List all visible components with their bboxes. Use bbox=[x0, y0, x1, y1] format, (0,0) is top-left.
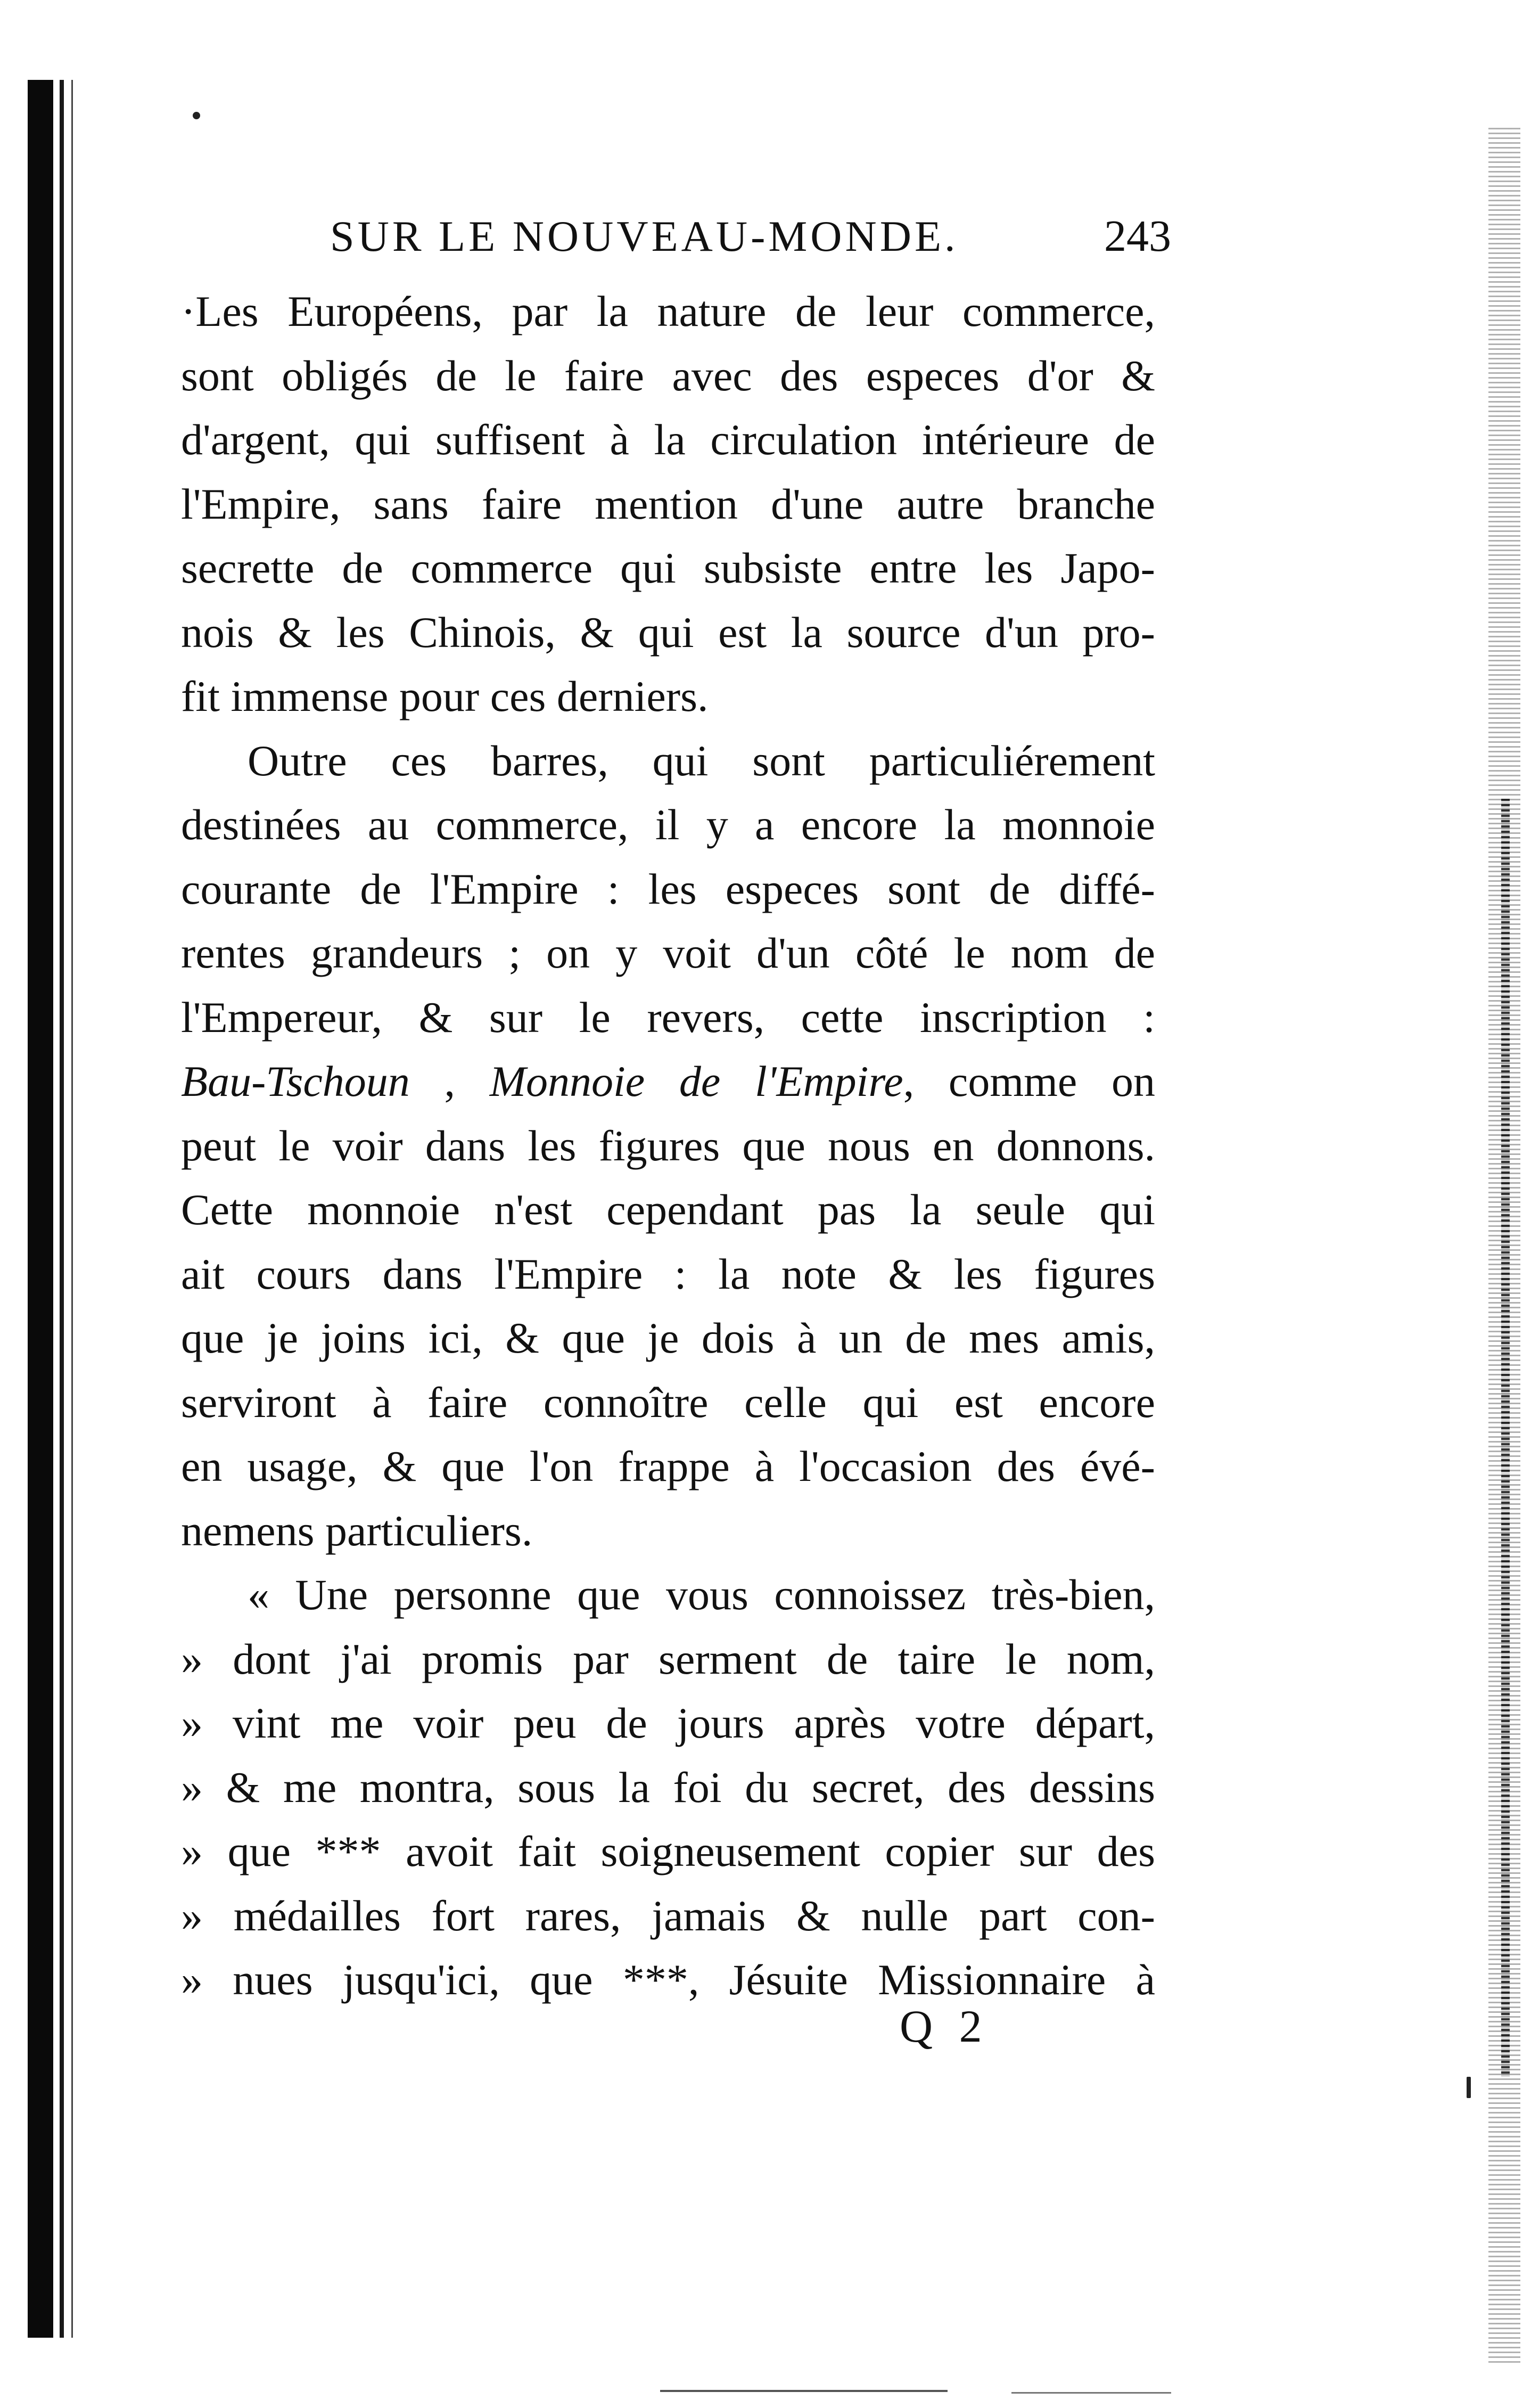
text-line: courante de l'Empire : les especes sont de diffé- bbox=[181, 864, 1155, 913]
text-line: » vint me voir peu de jours après votre départ, bbox=[181, 1699, 1155, 1747]
text-line: l'Empire, sans faire mention d'une autre branche bbox=[181, 479, 1155, 528]
running-title: SUR LE NOUVEAU-MONDE. bbox=[330, 212, 959, 260]
signature-mark: Q 2 bbox=[900, 2001, 990, 2052]
binding-edge-line bbox=[60, 80, 64, 2338]
text-line: l'Empereur, & sur le revers, cette inscription : bbox=[181, 993, 1155, 1042]
text-line: que je joins ici, & que je dois à un de mes amis, bbox=[181, 1314, 1155, 1362]
text-line: » nues jusqu'ici, que ***, Jésuite Missionnaire à bbox=[181, 1955, 1155, 2004]
binding-edge-line-thin bbox=[71, 80, 73, 2338]
text-line: ·Les Européens, par la nature de leur commerce, bbox=[181, 287, 1155, 335]
text-line: » dont j'ai promis par serment de taire le nom, bbox=[181, 1634, 1155, 1683]
running-header bbox=[330, 210, 1171, 262]
text-line: sont obligés de le faire avec des especes d'or & bbox=[181, 351, 1155, 400]
text-fragment: , comme on bbox=[903, 1057, 1155, 1105]
text-line: » que *** avoit fait soigneusement copier sur des bbox=[181, 1827, 1155, 1875]
text-line: destinées au commerce, il y a encore la monnoie bbox=[181, 800, 1155, 849]
text-line: Outre ces barres, qui sont particuliérement bbox=[248, 736, 1155, 785]
italic-phrase: Monnoie de l'Empire bbox=[489, 1057, 903, 1105]
text-line: rentes grandeurs ; on y voit d'un côté le nom de bbox=[181, 929, 1155, 977]
ink-speck bbox=[1467, 2077, 1471, 2098]
text-line: » & me montra, sous la foi du secret, des dessins bbox=[181, 1763, 1155, 1812]
text-line: ait cours dans l'Empire : la note & les figures bbox=[181, 1249, 1155, 1298]
text-line: secrette de commerce qui subsiste entre les Japo- bbox=[181, 544, 1155, 592]
bottom-edge-rule bbox=[660, 2390, 948, 2392]
italic-phrase: Bau-Tschoun bbox=[181, 1057, 410, 1105]
page-number: 243 bbox=[1104, 211, 1171, 261]
text-line-italic bbox=[181, 1050, 1155, 1114]
ink-speck bbox=[193, 112, 200, 119]
bleed-through-strip bbox=[1501, 799, 1510, 2077]
text-line: nois & les Chinois, & qui est la source d'un pro- bbox=[181, 608, 1155, 657]
binding-shadow bbox=[28, 80, 53, 2338]
text-line: d'argent, qui suffisent à la circulation intérieure de bbox=[181, 415, 1155, 464]
text-line: nemens particuliers. bbox=[181, 1506, 533, 1555]
text-line: en usage, & que l'on frappe à l'occasion des évé- bbox=[181, 1442, 1155, 1490]
text-line: fit immense pour ces derniers. bbox=[181, 672, 709, 720]
bottom-edge-rule bbox=[1011, 2392, 1171, 2394]
text-line: serviront à faire connoître celle qui est encore bbox=[181, 1378, 1155, 1427]
text-line: « Une personne que vous connoissez très-bien, bbox=[248, 1570, 1155, 1619]
text-line: » médailles fort rares, jamais & nulle part con- bbox=[181, 1891, 1155, 1940]
separator: , bbox=[409, 1057, 490, 1105]
body-text bbox=[181, 280, 1155, 2012]
text-line: peut le voir dans les figures que nous en donnons. bbox=[181, 1121, 1155, 1170]
text-line: Cette monnoie n'est cependant pas la seule qui bbox=[181, 1185, 1155, 1234]
